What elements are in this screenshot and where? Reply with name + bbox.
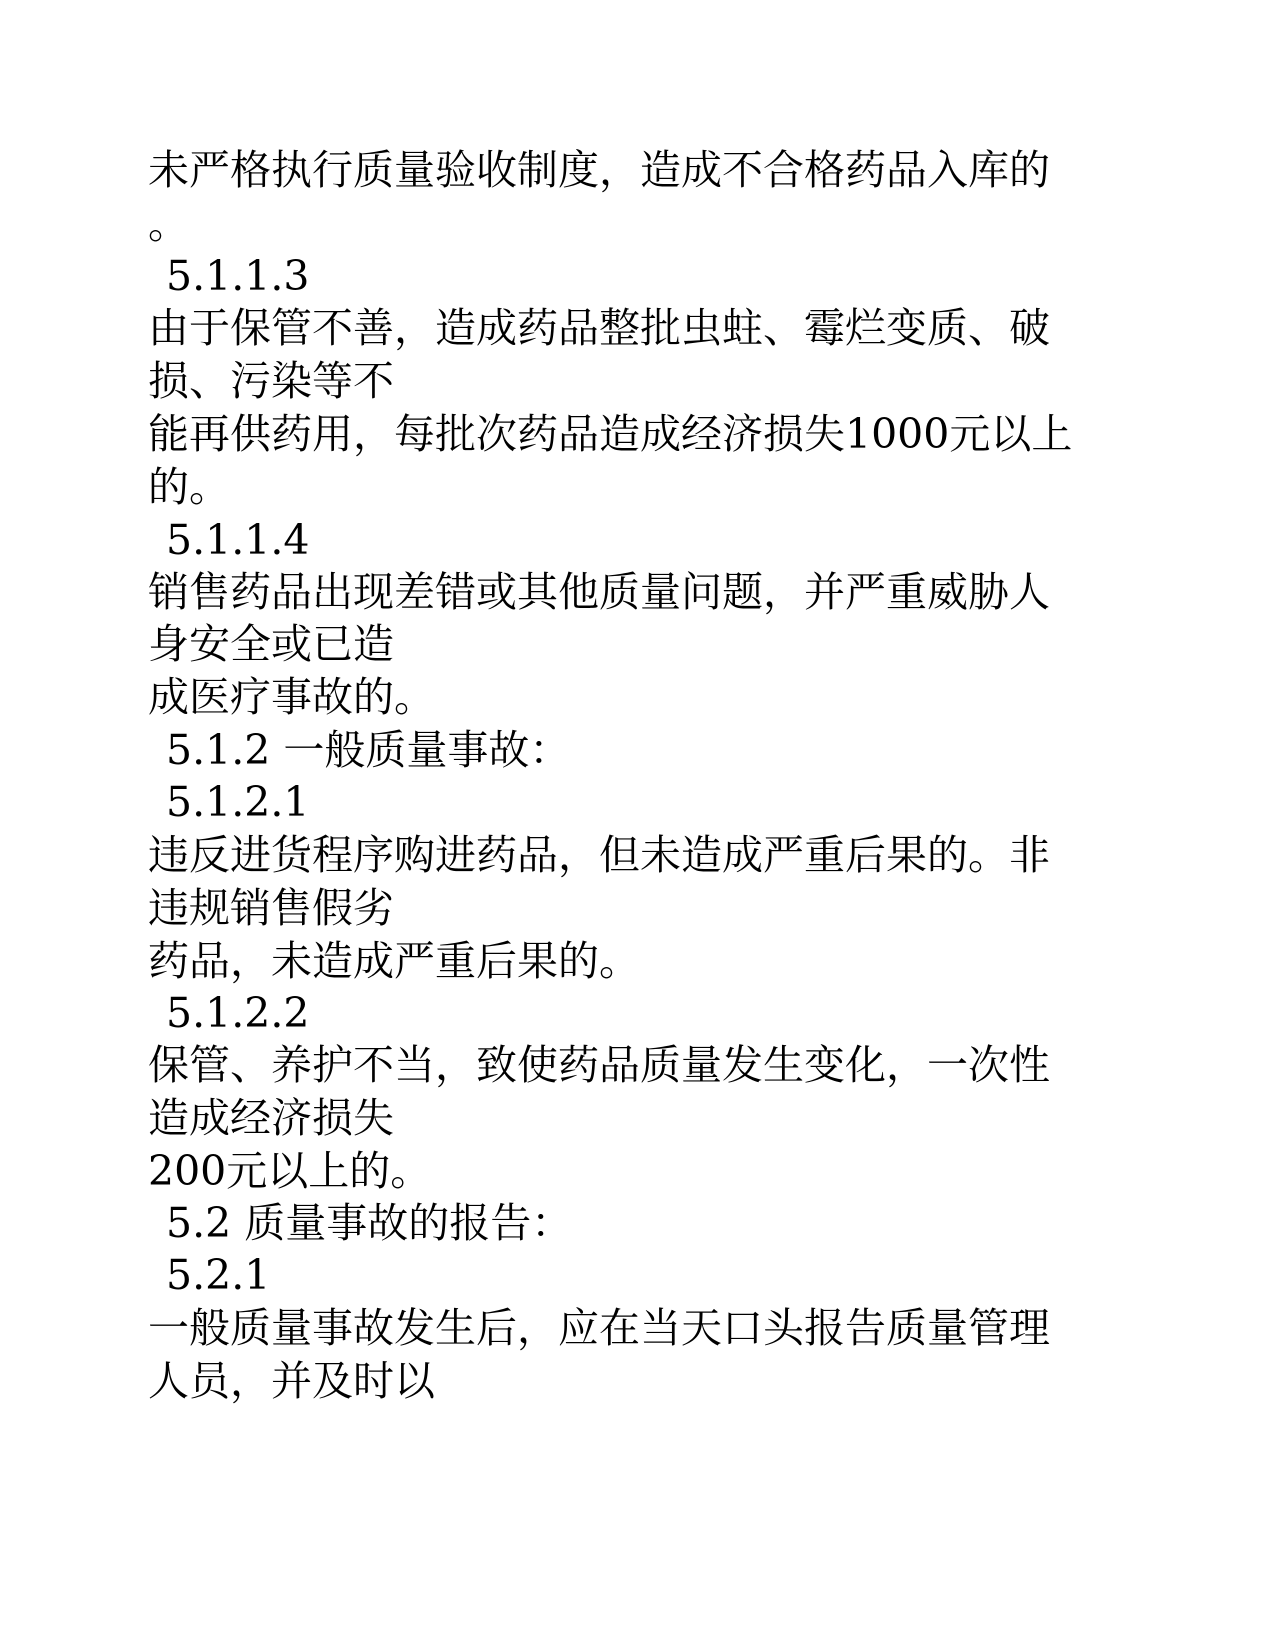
text-line: 的。 bbox=[148, 463, 230, 511]
text-line: 人员，并及时以 bbox=[148, 1357, 435, 1405]
text-line: 损、污染等不 bbox=[148, 357, 394, 405]
text-line: 。 bbox=[148, 200, 189, 248]
text-line: 成医疗事故的。 bbox=[148, 673, 435, 721]
clause-number: 5.1.2.1 bbox=[166, 778, 310, 826]
text-line: 由于保管不善，造成药品整批虫蛀、霉烂变质、破 bbox=[148, 304, 1050, 352]
text-line: 违反进货程序购进药品，但未造成严重后果的。非 bbox=[148, 831, 1050, 879]
text-line: 药品，未造成严重后果的。 bbox=[148, 937, 640, 985]
text-line: 未严格执行质量验收制度，造成不合格药品入库的 bbox=[148, 146, 1050, 194]
section-heading: 5.1.2 一般质量事故： bbox=[166, 726, 571, 774]
text-line: 身安全或已造 bbox=[148, 620, 394, 668]
text-line: 一般质量事故发生后，应在当天口头报告质量管理 bbox=[148, 1304, 1050, 1352]
text-line: 能再供药用，每批次药品造成经济损失1000元以上 bbox=[148, 410, 1073, 458]
section-heading: 5.2 质量事故的报告： bbox=[166, 1199, 573, 1247]
text-line: 造成经济损失 bbox=[148, 1094, 394, 1142]
clause-number: 5.1.2.2 bbox=[166, 989, 310, 1037]
clause-number: 5.1.1.4 bbox=[166, 516, 310, 564]
text-line: 保管、养护不当，致使药品质量发生变化，一次性 bbox=[148, 1041, 1050, 1089]
text-line: 200元以上的。 bbox=[148, 1147, 432, 1195]
clause-number: 5.2.1 bbox=[166, 1251, 271, 1299]
clause-number: 5.1.1.3 bbox=[166, 252, 310, 300]
text-line: 销售药品出现差错或其他质量问题，并严重威胁人 bbox=[148, 568, 1050, 616]
text-line: 违规销售假劣 bbox=[148, 884, 394, 932]
